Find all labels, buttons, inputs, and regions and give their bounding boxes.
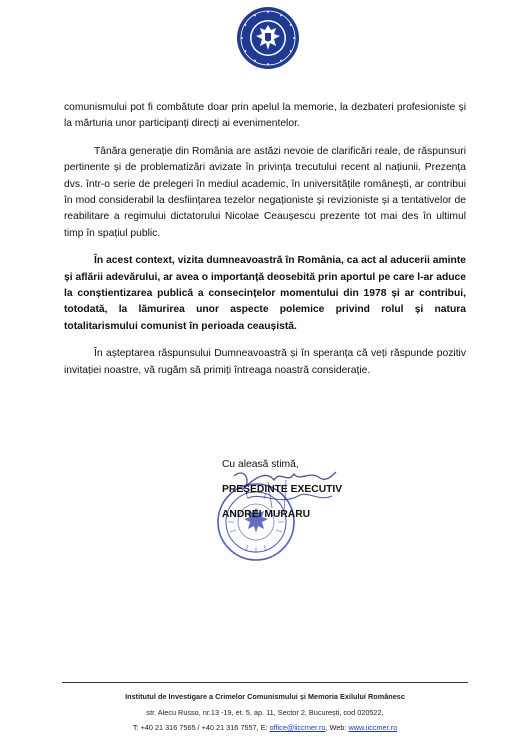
paragraph-continuation: comunismului pot fi combătute doar prin apelul la memorie, la dezbateri profesioniste și la mărturia unor participanți direcți ai evenimentelor. (64, 102, 466, 130)
handwritten-signature (228, 462, 340, 522)
footer-contact (62, 720, 468, 736)
signer-name: ANDREI MURARU (222, 509, 311, 520)
paragraph-visit-context: În acest context, vizita dumneavoastră în România, ca act al aducerii aminte și aflării adevărului, ar avea o importanță deosebită prin aportul pe care l-ar aduce la conștientizarea publică a consecințelor momentului din 1978 și ar contribui, totodată, la lămurirea unor aspecte polemice privind rolul și natura totalitarismului comunist în perioada ceaușistă. (64, 255, 466, 332)
footer-address: str. Alecu Russo, nr.13 -19, et. 5, ap. 11, Sector 2, București, cod 020522, (146, 707, 384, 717)
footer-divider (62, 682, 468, 683)
website-link[interactable]: www.iiccmer.ro (348, 723, 398, 732)
footer (62, 689, 468, 736)
footer-web-prefix: , Web: (325, 723, 349, 732)
closing-salutation: Cu aleasă stimă, (222, 459, 299, 470)
email-link[interactable]: office@iiccmer.ro (269, 723, 326, 732)
paragraph-awaiting-response: În așteptarea răspunsului Dumneavoastră și în speranța că veți răspunde pozitiv invitației noastre, vă rugăm să primiți întreaga noastră considerație. (64, 348, 466, 376)
footer-institute: Institutul de Investigare a Crimelor Comunismului și Memoria Exilului Românesc (125, 692, 405, 701)
institutional-seal-icon (236, 6, 300, 70)
letter-body (64, 100, 466, 390)
footer-phone: T: +40 21 316 7565 / +40 21 316 7557, E: (132, 723, 270, 732)
signer-title: PREȘEDINTE EXECUTIV (222, 484, 343, 495)
paragraph-young-generation: Tânăra generație din România are astăzi nevoie de clarificări reale, de răspunsuri pertinente și de problematizări avizate în privința trecutului recent al națiunii. Prezența dvs. într-o serie de prelegeri în mediul academic, în universitățile românești, ar contribui în mod considerabil la desființarea tezelor negaționiste și revizioniste și a tentativelor de reabilitare a regimului dictatorului Nicolae Ceaușescu prezente tot mai des în ultimul timp în spațiul public. (64, 145, 466, 239)
